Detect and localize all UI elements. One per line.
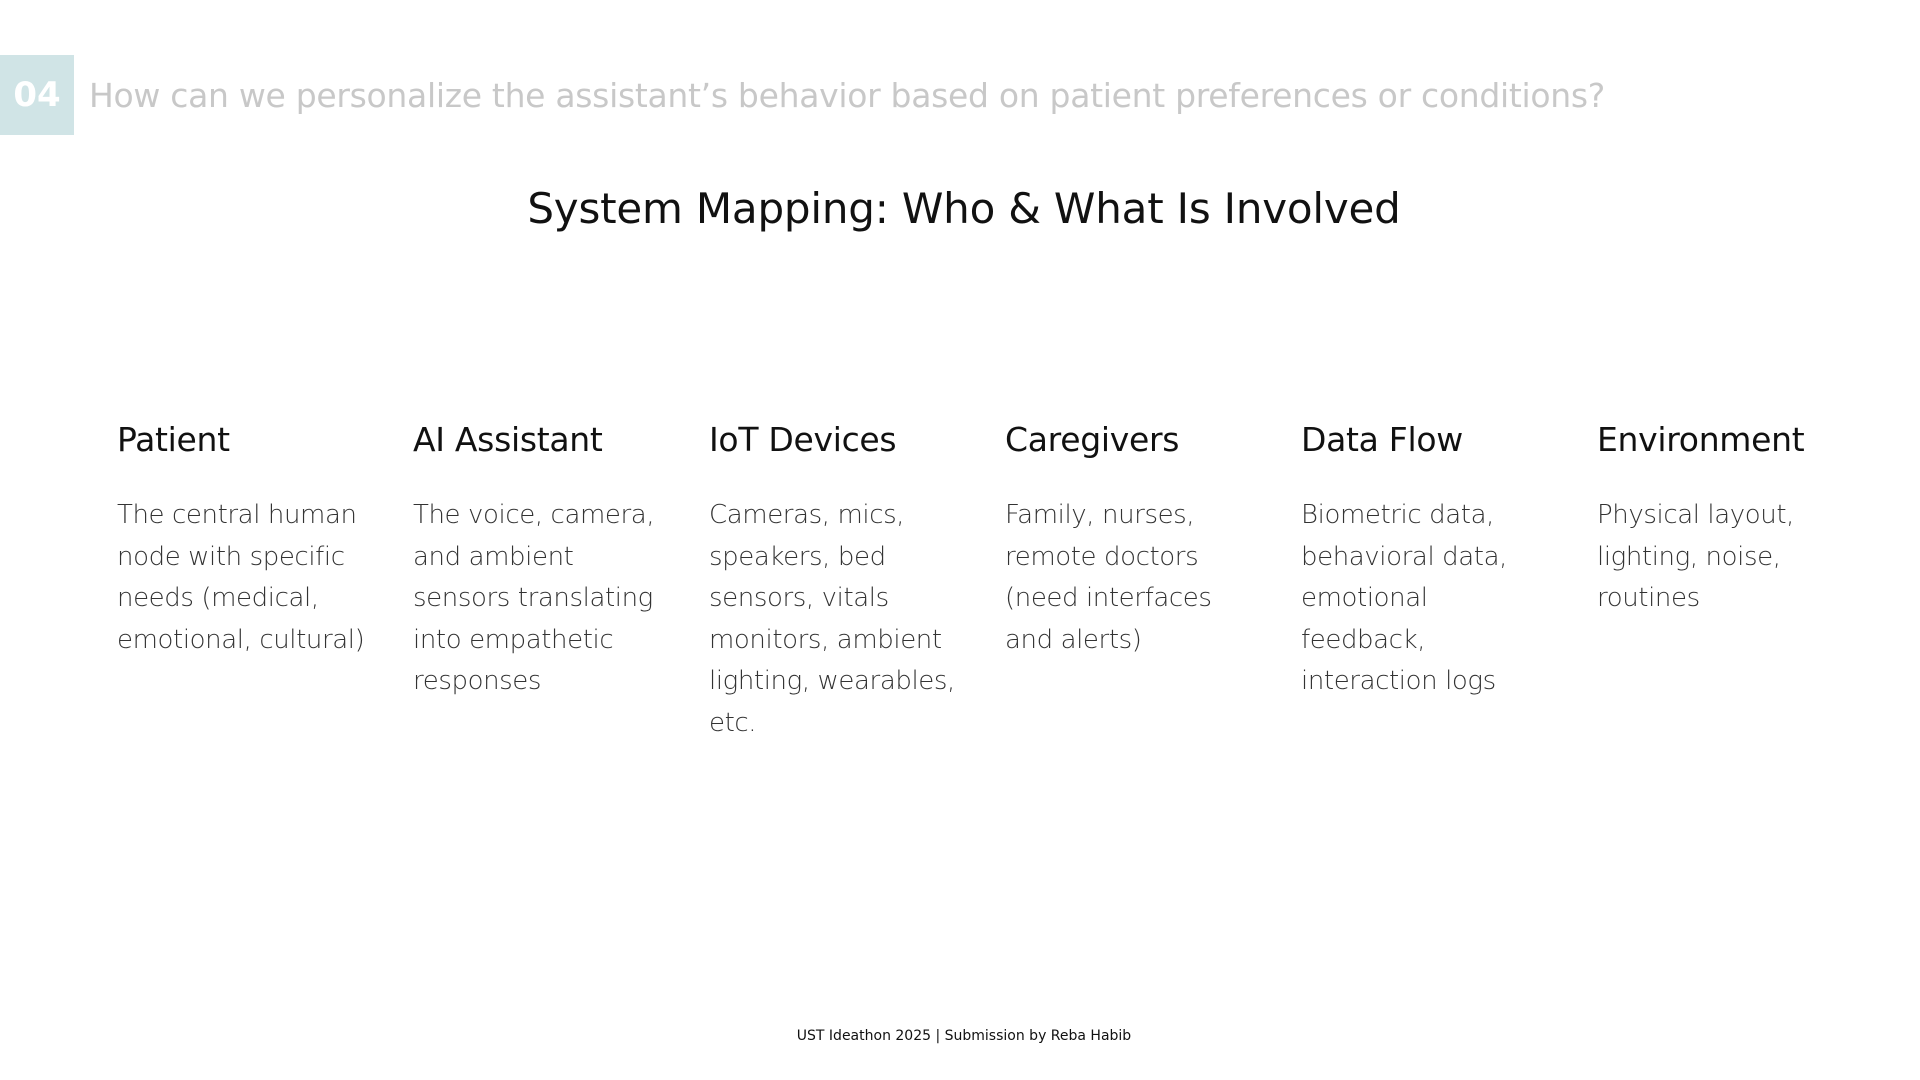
column-title: Caregivers [1005,420,1180,459]
column-title: IoT Devices [709,420,897,459]
column-ai-assistant [413,415,709,744]
column-title: AI Assistant [413,420,603,459]
column-title: Environment [1597,420,1805,459]
slide-title: System Mapping: Who & What Is Involved [527,184,1401,233]
question-header [0,55,1605,135]
column-description: The voice, camera, and ambient sensors translating into empathetic responses [413,500,655,696]
column-patient [117,415,413,744]
column-description: Biometric data, behavioral data, emotional feedback, interaction logs [1301,500,1507,696]
question-text: How can we personalize the assistant’s behavior based on patient preferences or conditions? [89,75,1606,115]
column-description: The central human node with specific needs (medical, emotional, cultural) [117,500,365,655]
column-description: Family, nurses, remote doctors (need interfaces and alerts) [1005,500,1212,655]
footer-credit: UST Ideathon 2025 | Submission by Reba Habib [796,1028,1132,1044]
column-description: Cameras, mics, speakers, bed sensors, vitals monitors, ambient lighting, wearables, etc. [709,500,955,738]
column-environment [1597,415,1893,744]
column-iot-devices [709,415,1005,744]
system-map-columns [117,415,1893,744]
column-title: Data Flow [1301,420,1463,459]
column-data-flow [1301,415,1597,744]
column-description: Physical layout, lighting, noise, routines [1597,500,1795,613]
question-number-badge: 04 [0,55,74,135]
column-caregivers [1005,415,1301,744]
column-title: Patient [117,420,230,459]
